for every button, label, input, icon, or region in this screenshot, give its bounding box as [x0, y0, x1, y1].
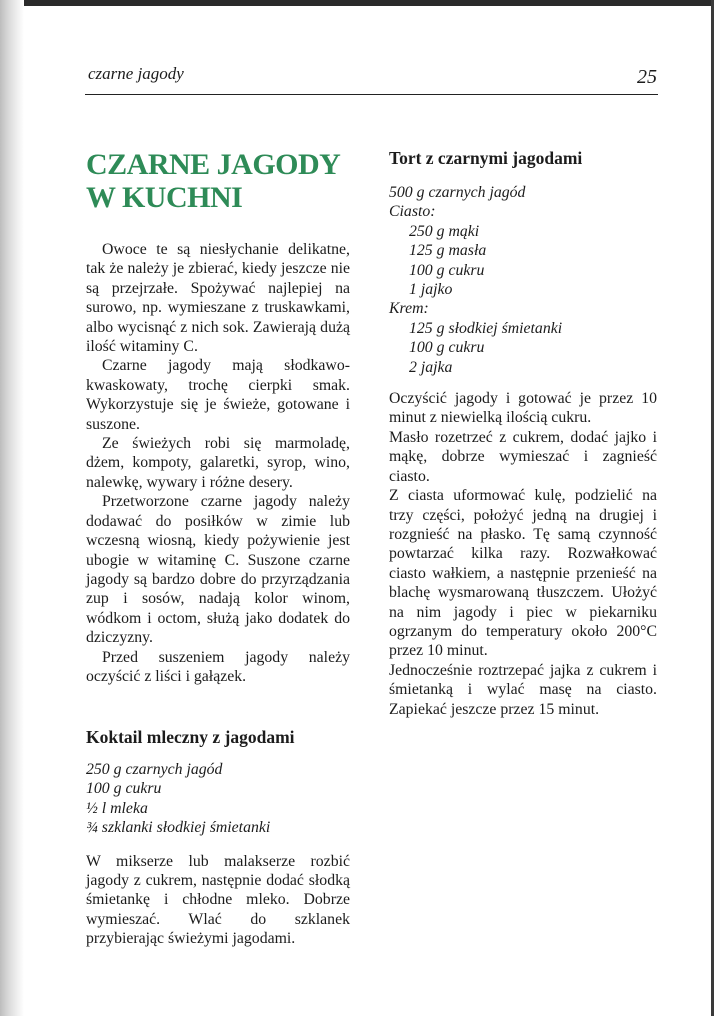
- ciasto-ingredient: 100 g cukru: [409, 261, 485, 279]
- krem-label: Krem:: [389, 300, 429, 318]
- tort-title: Tort z czarnymi jagodami: [389, 148, 583, 168]
- tort-step: Jednocześnie roztrzepać jajka z cukrem i śmietanką i wylać masę na ciasto. Zapiekać jeszcze przez 15 minut.: [389, 661, 657, 718]
- scan-top-border: [0, 0, 714, 6]
- krem-ingredient: 2 jajka: [409, 358, 453, 376]
- ciasto-ingredient: 250 g mąki: [409, 222, 480, 240]
- ciasto-ingredient: 1 jajko: [409, 281, 453, 299]
- tort-step: Oczyścić jagody i gotować je przez 10 minut z niewielką ilością cukru.: [389, 390, 657, 427]
- page-number: 25: [637, 66, 657, 88]
- book-spine-shadow: [0, 0, 24, 1016]
- article-paragraph: Przed suszeniem jagody należy oczyścić z liści i gałązek.: [86, 648, 350, 685]
- ciasto-label: Ciasto:: [389, 203, 436, 221]
- koktail-ingredient: ¾ szklanki słodkiej śmietanki: [86, 819, 271, 837]
- article-title-line-1: CZARNE JAGODY: [86, 148, 341, 181]
- koktail-recipe: [86, 727, 350, 949]
- krem-ingredient: 125 g słodkiej śmietanki: [409, 319, 563, 337]
- ciasto-ingredient: 125 g masła: [409, 242, 487, 260]
- running-header-section: czarne jagody: [88, 64, 184, 83]
- article-paragraph: Owoce te są niesłychanie delikatne, tak że należy je zbierać, kiedy jeszcze nie są przejrzałe. Spożywać najlepiej na surowo, np. wymieszane z truskawkami, albo wycisnąć z nich sok. Zawierają dużą ilość witaminy C.: [86, 241, 350, 356]
- koktail-ingredient: 100 g cukru: [86, 780, 162, 798]
- koktail-ingredient: ½ l mleka: [86, 799, 148, 817]
- krem-ingredient: 100 g cukru: [409, 339, 485, 357]
- koktail-ingredient: 250 g czarnych jagód: [86, 761, 223, 778]
- article-paragraph: Czarne jagody mają słodkawo-kwaskowaty, trochę cierpki smak. Wykorzystuje się je świeże, gotowane i suszone.: [86, 357, 350, 433]
- article-title-line-2: W KUCHNI: [86, 181, 243, 214]
- article-paragraph: Ze świeżych robi się marmoladę, dżem, kompoty, galaretki, syrop, wino, nalewkę, wywary i różne desery.: [86, 435, 350, 491]
- koktail-instructions: W mikserze lub malakserze rozbić jagody z cukrem, następnie dodać słodką śmietankę i chłodne mleko. Dobrze wymieszać. Wlać do szklanek przybierając świeżymi jagodami.: [86, 852, 350, 948]
- article-title: [86, 148, 350, 214]
- right-column: [389, 148, 657, 719]
- tort-step: Masło rozetrzeć z cukrem, dodać jajko i mąkę, dobrze wymieszać i zagnieść ciasto.: [389, 428, 657, 485]
- koktail-title: Koktail mleczny z jagodami: [86, 727, 295, 747]
- tort-main-ingredient: 500 g czarnych jagód: [389, 184, 526, 201]
- left-column: [86, 148, 350, 686]
- header-rule: [85, 94, 658, 95]
- tort-step: Z ciasta uformować kulę, podzielić na trzy części, położyć jedną na drugiej i rozgnieść na płasko. Tę samą czynność powtarzać kilka razy. Rozwałkować ciasto wałkiem, a następnie przenieść na blachę wysmarowaną tłuszczem. Ułożyć na nim jagody i piec w piekarniku ogrzanym do temperatury około 200°C przez 10 minut.: [389, 487, 657, 660]
- article-paragraph: Przetworzone czarne jagody należy dodawać do posiłków w zimie lub wczesną wiosną, kiedy pożywienie jest ubogie w witaminę C. Suszone czarne jagody są bardzo dobre do przyrządzania zup i sosów, nadają kolor winom, wódkom i octom, służą jako dodatek do dziczyzny.: [86, 493, 350, 647]
